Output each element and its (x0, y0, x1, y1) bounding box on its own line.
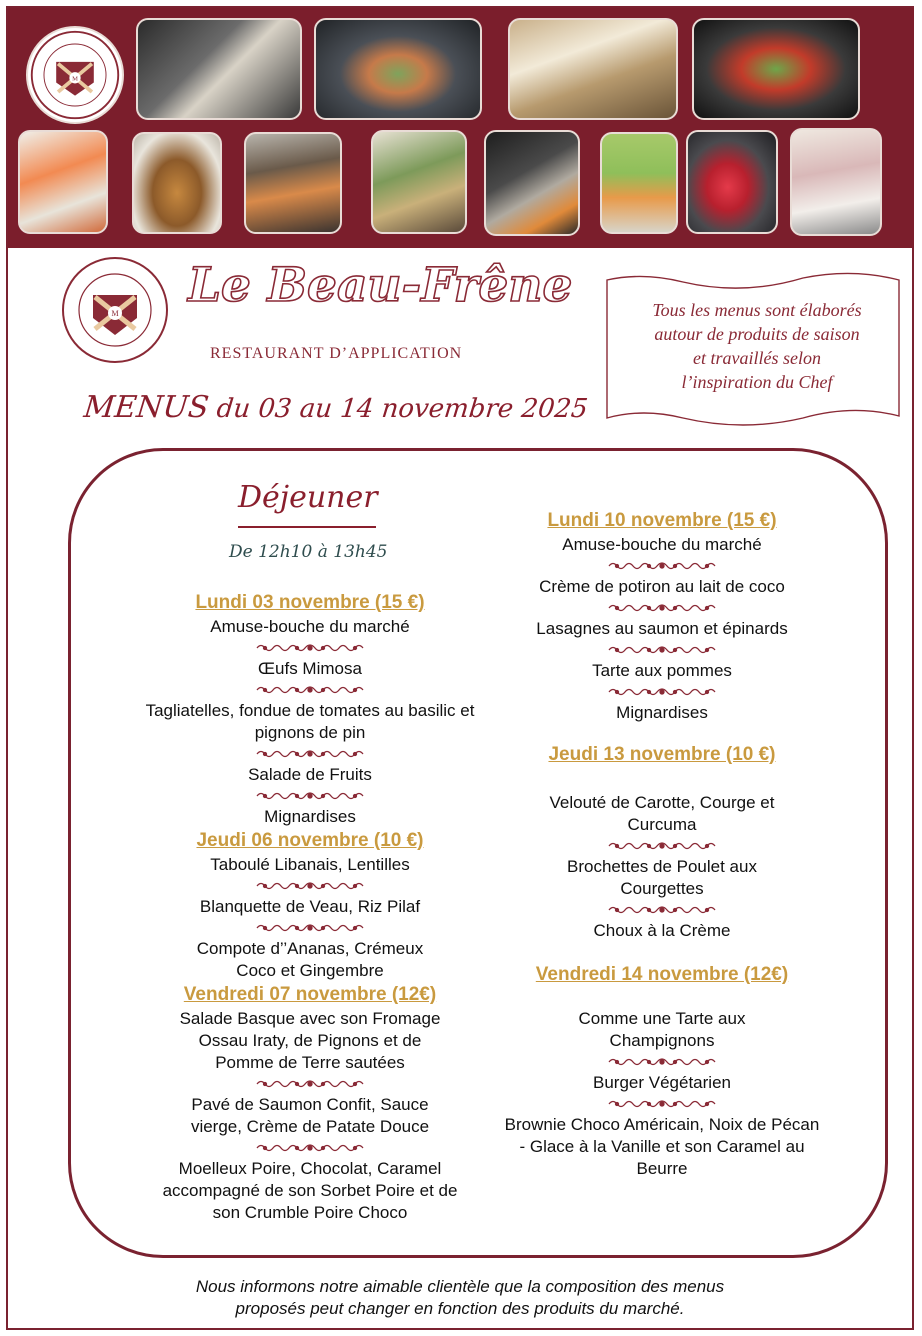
dish: Moelleux Poire, Chocolat, Caramel accompagné de son Sorbet Poire et de son Crumble Poire Choco (162, 1159, 458, 1222)
ornament-divider (140, 744, 480, 764)
dish: Taboulé Libanais, Lentilles (210, 855, 410, 874)
svg-text:M: M (72, 75, 78, 83)
lunch-title-underline (238, 526, 376, 528)
dish: Velouté de Carotte, Courge et Curcuma (549, 793, 775, 834)
ornament-divider (140, 680, 480, 700)
dish: Salade de Fruits (248, 765, 372, 784)
right-menu-column (496, 510, 828, 1180)
wine-service-photo (484, 130, 580, 236)
dish: Choux à la Crème (593, 921, 731, 940)
footer-line: Nous informons notre aimable clientèle que la composition des menus (195, 1277, 725, 1296)
footer-notice (110, 1276, 810, 1320)
buffet-photo (371, 130, 467, 234)
ornament-divider (496, 1094, 828, 1114)
lunch-title: Déjeuner (238, 480, 378, 515)
ornament-divider (496, 598, 828, 618)
dish: Compote d’’Ananas, Crémeux Coco et Gingembre (196, 939, 424, 980)
day-heading: Vendredi 14 novembre (12€) (535, 964, 789, 985)
dish: Tarte aux pommes (592, 661, 732, 680)
menus-word: MENUS (82, 390, 211, 425)
footer-line: proposés peut changer en fonction des produits du marché. (235, 1299, 685, 1318)
dish: Tagliatelles, fondue de tomates au basilic et pignons de pin (145, 701, 475, 742)
dish: Mignardises (264, 807, 356, 826)
salmon-platters-photo (18, 130, 108, 234)
restaurant-subtitle: RESTAURANT D’APPLICATION (210, 345, 463, 362)
dish: Amuse-bouche du marché (210, 617, 410, 636)
bread-basket-photo (132, 132, 222, 234)
day-heading: Jeudi 06 novembre (10 €) (196, 830, 424, 851)
cheese-board-photo (508, 18, 678, 120)
menus-dates: du 03 au 14 novembre 2025 (215, 394, 590, 424)
inspiration-note (613, 298, 901, 394)
dish: Lasagnes au saumon et épinards (536, 619, 788, 638)
dish: Pavé de Saumon Confit, Sauce vierge, Crème de Patate Douce (190, 1095, 430, 1136)
ornament-divider (140, 918, 480, 938)
dish: Brownie Choco Américain, Noix de Pécan - Glace à la Vanille et son Caramel au Beurre (504, 1115, 820, 1178)
svg-text:M: M (111, 309, 119, 318)
dish: Œufs Mimosa (258, 659, 362, 678)
menus-period-title (82, 390, 590, 425)
chef-cooking-photo (136, 18, 302, 120)
note-line: Tous les menus sont élaborés (652, 300, 862, 320)
ornament-divider (140, 786, 480, 806)
ornament-divider (496, 640, 828, 660)
note-line: l’inspiration du Chef (681, 372, 833, 392)
ornament-divider (140, 876, 480, 896)
day-heading: Lundi 03 novembre (15 €) (195, 592, 425, 613)
ornament-divider (140, 1138, 480, 1158)
dish: Burger Végétarien (593, 1073, 731, 1092)
dish: Mignardises (616, 703, 708, 722)
plated-vegetables-photo (314, 18, 482, 120)
cocktail-photo (600, 132, 678, 234)
dish: Comme une Tarte aux Champignons (578, 1009, 746, 1050)
salad-photo (692, 18, 860, 120)
lunch-hours: De 12h10 à 13h45 (229, 542, 388, 562)
ornament-divider (496, 900, 828, 920)
restaurant-brand-name: Le Beau-Frêne (188, 258, 573, 313)
ornament-divider (140, 1074, 480, 1094)
day-heading: Vendredi 07 novembre (12€) (183, 984, 437, 1005)
dish: Brochettes de Poulet aux Courgettes (567, 857, 757, 898)
dish: Salade Basque avec son Fromage Ossau Iraty, de Pignons et de Pomme de Terre sautées (179, 1009, 441, 1072)
plates-photo (686, 130, 778, 234)
school-seal-logo (60, 255, 170, 365)
ornament-divider (496, 556, 828, 576)
day-heading: Jeudi 13 novembre (10 €) (548, 744, 776, 765)
photo-banner (8, 8, 914, 248)
note-line: autour de produits de saison (654, 324, 860, 344)
day-heading: Lundi 10 novembre (15 €) (547, 510, 777, 531)
ornament-divider (496, 1052, 828, 1072)
ornament-divider (496, 682, 828, 702)
pastry-tray-photo (244, 132, 342, 234)
table-setting-photo (790, 128, 882, 236)
dish: Blanquette de Veau, Riz Pilaf (199, 897, 421, 916)
ornament-divider (496, 836, 828, 856)
school-seal-logo-small (26, 26, 124, 124)
dish: Crème de potiron au lait de coco (539, 577, 785, 596)
note-line: et travaillés selon (693, 348, 821, 368)
ornament-divider (140, 638, 480, 658)
left-menu-column (140, 592, 480, 1224)
dish: Amuse-bouche du marché (562, 535, 762, 554)
